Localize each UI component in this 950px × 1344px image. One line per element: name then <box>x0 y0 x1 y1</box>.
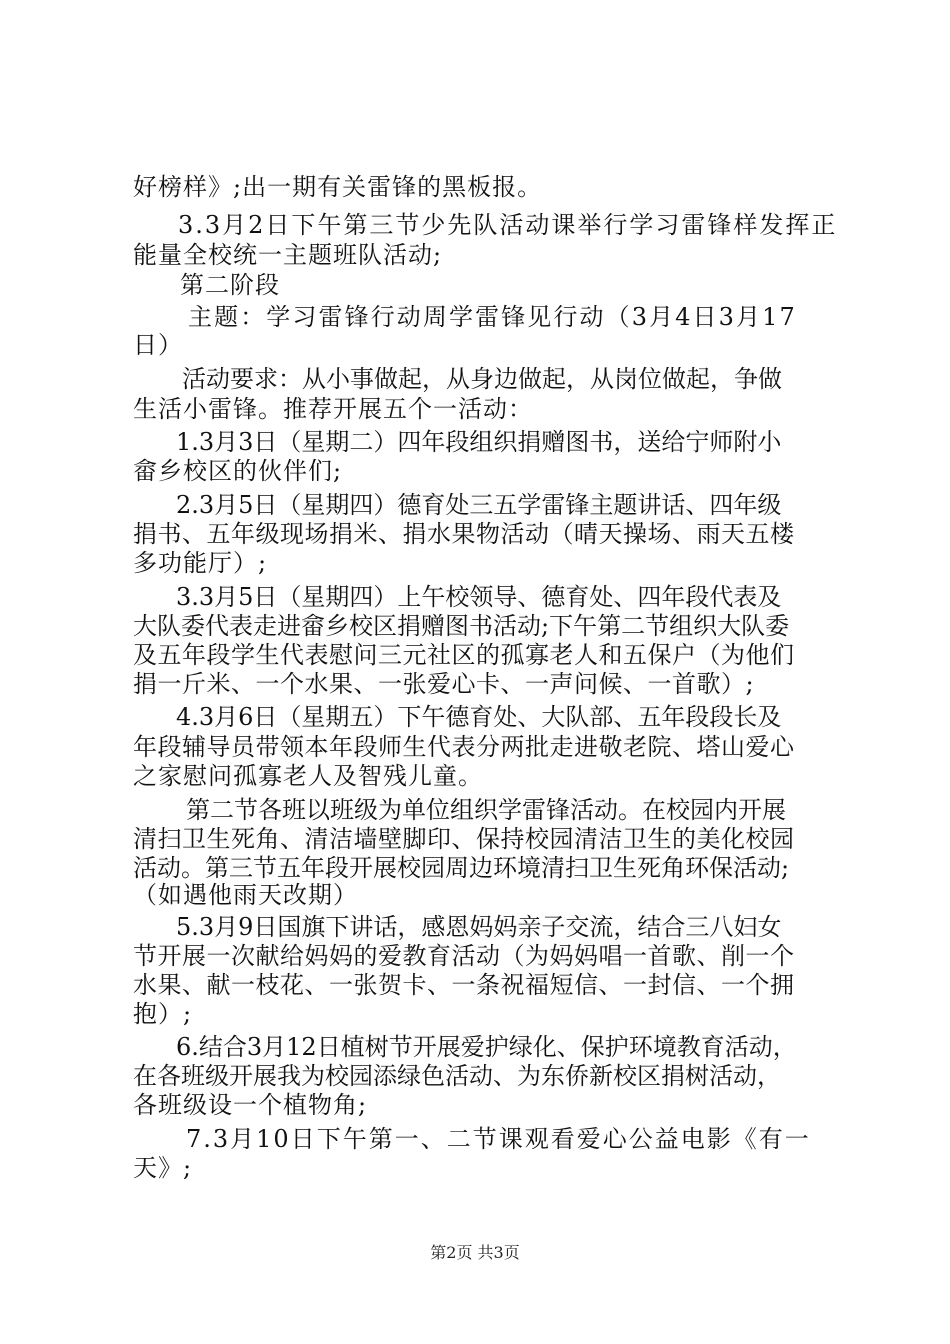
text-line: （如遇他雨天改期） <box>133 881 358 909</box>
text-line: 5.3月9日国旗下讲话，感恩妈妈亲子交流，结合三八妇女 <box>176 913 782 941</box>
text-line: 在各班级开展我为校园添绿色活动、为东侨新校区捐树活动， <box>133 1062 781 1090</box>
text-line: 之家慰问孤寡老人及智残儿童。 <box>133 762 483 790</box>
text-line: 主题：学习雷锋行动周学雷锋见行动（3月4日3月17 <box>188 303 797 331</box>
text-line: 3.3月2日下午第三节少先队活动课举行学习雷锋样发挥正 <box>178 211 838 239</box>
text-line: 水果、献一枝花、一张贺卡、一条祝福短信、一封信、一个拥 <box>133 971 795 999</box>
page-number-footer: 第2页 共3页 <box>430 1243 520 1262</box>
text-line: 4.3月6日（星期五）下午德育处、大队部、五年段段长及 <box>176 703 782 731</box>
text-line: 捐一斤米、一个水果、一张爱心卡、一声问候、一首歌）; <box>133 670 755 698</box>
text-line: 日） <box>133 331 183 359</box>
text-line: 7.3月10日下午第一、二节课观看爱心公益电影《有一 <box>186 1125 811 1153</box>
text-line: 好榜样》;出一期有关雷锋的黑板报。 <box>133 173 543 201</box>
text-line: 生活小雷锋。推荐开展五个一活动： <box>133 395 533 423</box>
text-line: 各班级设一个植物角; <box>133 1091 368 1119</box>
text-line: 活动。第三节五年段开展校园周边环境清扫卫生死角环保活动; <box>133 854 790 882</box>
text-line: 活动要求：从小事做起，从身边做起，从岗位做起，争做 <box>182 365 782 393</box>
text-line: 抱）; <box>133 1000 193 1028</box>
text-line: 畲乡校区的伙伴们; <box>133 457 343 485</box>
text-line: 大队委代表走进畲乡校区捐赠图书活动;下午第二节组织大队委 <box>133 612 790 640</box>
text-line: 节开展一次献给妈妈的爱教育活动（为妈妈唱一首歌、削一个 <box>133 942 795 970</box>
text-line: 天》; <box>133 1154 193 1182</box>
text-line: 能量全校统一主题班队活动; <box>133 241 443 269</box>
text-line: 第二节各班以班级为单位组织学雷锋活动。在校园内开展 <box>186 796 786 824</box>
text-line: 多功能厅）; <box>133 549 268 577</box>
text-line: 清扫卫生死角、清洁墙壁脚印、保持校园清洁卫生的美化校园 <box>133 825 795 853</box>
section-heading: 第二阶段 <box>180 271 280 299</box>
text-line: 捐书、五年级现场捐米、捐水果物活动（晴天操场、雨天五楼 <box>133 520 795 548</box>
text-line: 2.3月5日（星期四）德育处三五学雷锋主题讲话、四年级 <box>176 491 782 519</box>
text-line: 及五年段学生代表慰问三元社区的孤寡老人和五保户（为他们 <box>133 641 795 669</box>
text-line: 3.3月5日（星期四）上午校领导、德育处、四年段代表及 <box>176 583 782 611</box>
text-line: 1.3月3日（星期二）四年段组织捐赠图书，送给宁师附小 <box>176 428 782 456</box>
text-line: 年段辅导员带领本年段师生代表分两批走进敬老院、塔山爱心 <box>133 733 795 761</box>
text-line: 6.结合3月12日植树节开展爱护绿化、保护环境教育活动， <box>176 1033 797 1061</box>
